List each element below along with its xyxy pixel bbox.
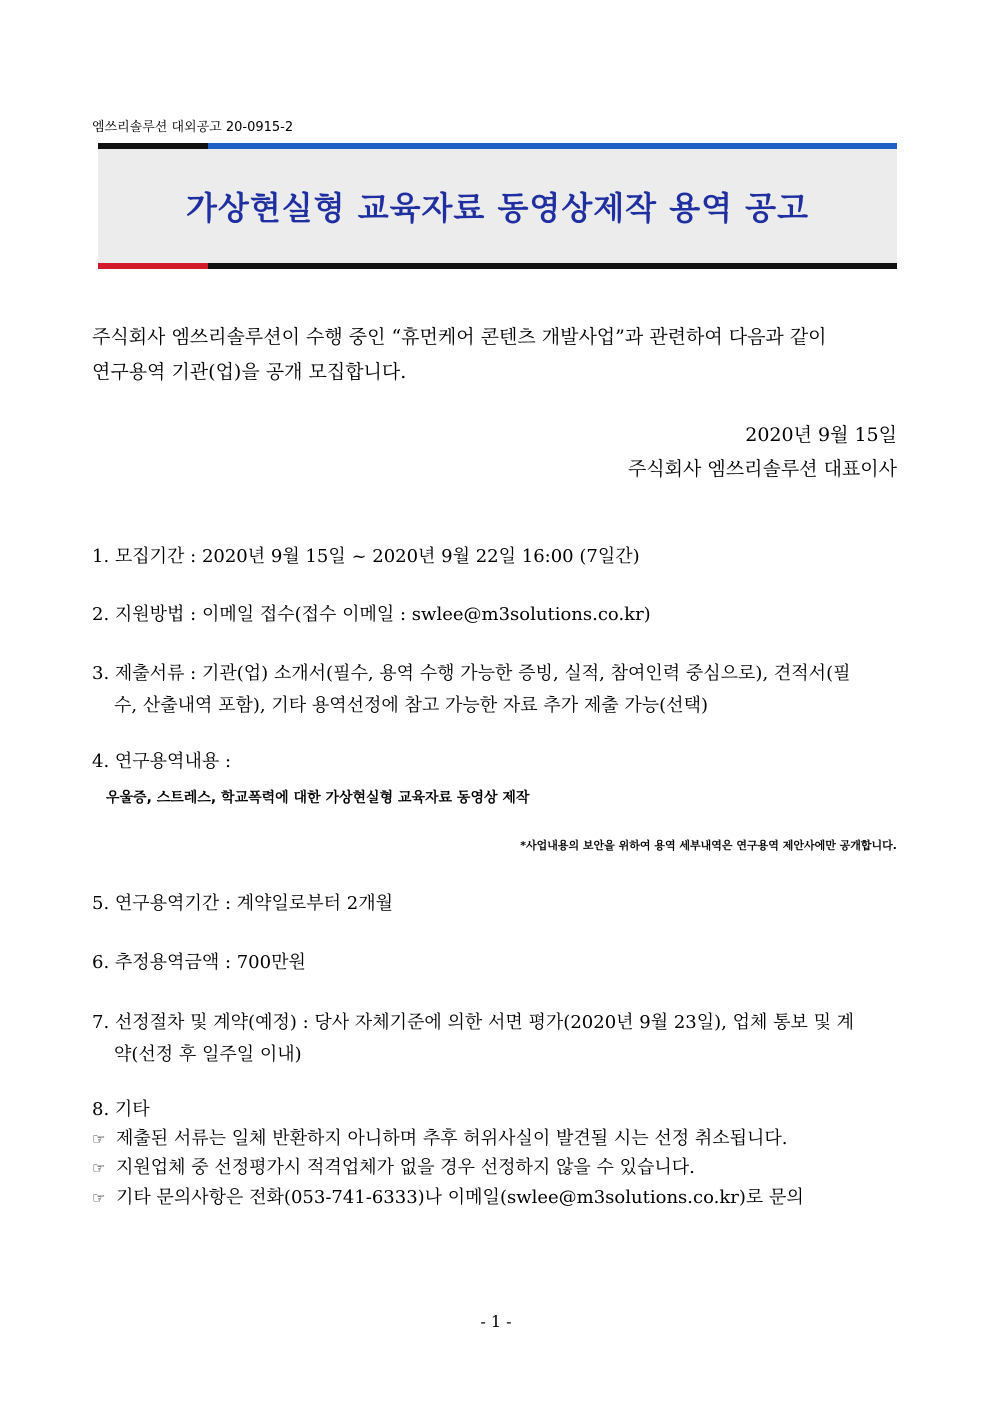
item-selection-line-1: 7. 선정절차 및 계약(예정) : 당사 자체기준에 의한 서면 평가(2020년 9월 23일), 업체 통보 및 계 [92,1012,855,1033]
bullet-text: 제출된 서류는 일체 반환하지 아니하며 추후 허위사실이 발견될 시는 선정 취소됩니다. [116,1128,788,1149]
item-recruitment-period: 1. 모집기간 : 2020년 9월 15일 ~ 2020년 9월 22일 16:00 (7일간) [92,546,640,567]
item-selection-line-2: 약(선정 후 일주일 이내) [114,1044,302,1065]
security-note: *사업내용의 보안을 위하여 용역 세부내역은 연구용역 제안사에만 공개합니다. [520,839,897,852]
pointing-hand-icon: ☞ [92,1189,106,1207]
list-item [92,1183,804,1213]
item-documents-line-1: 3. 제출서류 : 기관(업) 소개서(필수, 용역 수행 가능한 증빙, 실적, 참여인력 중심으로), 견적서(필 [92,663,851,684]
item-selection-procedure [92,1007,897,1071]
item-documents [92,658,897,722]
title-bar-bottom-red [98,263,208,269]
item-estimated-amount: 6. 추정용역금액 : 700만원 [92,952,306,973]
date-signature [628,418,897,486]
notice-date: 2020년 9월 15일 [745,424,897,446]
item-research-content: 4. 연구용역내용 : [92,751,232,772]
list-item [92,1124,788,1154]
document-code: 엠쓰리솔루션 대외공고 20-0915-2 [92,120,294,135]
item-documents-line-2: 수, 산출내역 포함), 기타 용역선정에 참고 가능한 자료 추가 제출 가능(선택) [114,695,708,716]
list-item [92,1153,695,1183]
page-title: 가상현실형 교육자료 동영상제작 용역 공고 [186,189,809,227]
research-content-detail: 우울증, 스트레스, 학교폭력에 대한 가상현실형 교육자료 동영상 제작 [106,790,530,806]
item-application-method: 2. 지원방법 : 이메일 접수(접수 이메일 : swlee@m3solutions.co.kr) [92,604,651,625]
bullet-text: 지원업체 중 선정평가시 적격업체가 없을 경우 선정하지 않을 수 있습니다. [116,1157,695,1178]
item-research-period: 5. 연구용역기간 : 계약일로부터 2개월 [92,893,394,914]
pointing-hand-icon: ☞ [92,1159,106,1177]
intro-line-2: 연구용역 기관(업)을 공개 모집합니다. [92,361,407,383]
item-other: 8. 기타 [92,1099,150,1120]
signature: 주식회사 엠쓰리솔루션 대표이사 [627,458,897,480]
page-number: - 1 - [480,1312,512,1331]
pointing-hand-icon: ☞ [92,1130,106,1148]
intro-paragraph [92,320,897,390]
title-bar-bottom-dark [208,263,897,269]
intro-line-1: 주식회사 엠쓰리솔루션이 수행 중인 “휴먼케어 콘텐츠 개발사업”과 관련하여 다음과 같이 [92,326,827,348]
title-block [98,143,897,269]
bullet-text: 기타 문의사항은 전화(053-741-6333)나 이메일(swlee@m3solutions.co.kr)로 문의 [116,1187,804,1208]
